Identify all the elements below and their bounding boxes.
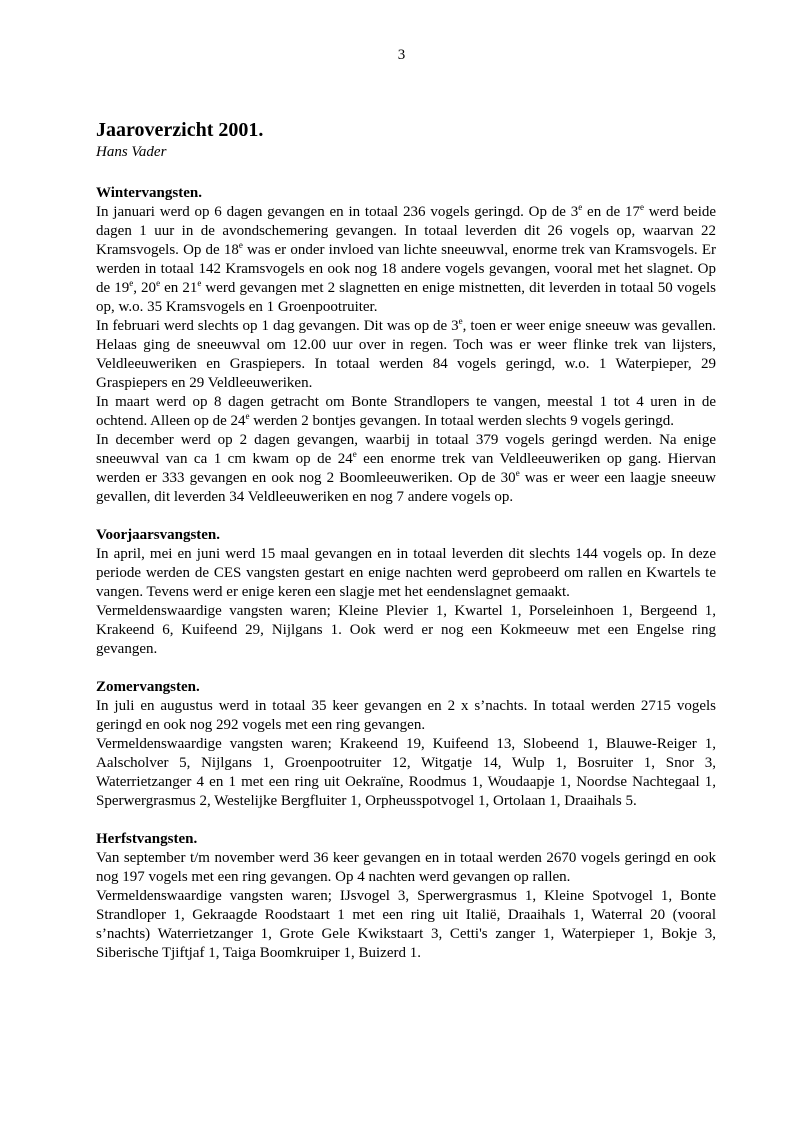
text-run: In december werd op 2 dagen gevangen, waarbij in totaal 379 vogels geringd werden. Na enige sneeuwval van ca 1 cm kwam op de 24 (96, 432, 716, 467)
text-run: Vermeldenswaardige vangsten waren; Krakeend 19, Kuifeend 13, Slobeend 1, Blauwe-Reiger 1, Aalscholver 5, Nijlgans 1, Groenpootruiter 12, Witgatje 14, Wulp 1, Bosruiter 1, Snor 3, Waterrietzanger 4 en 1 met een ring uit Oekraïne, Roodmus 1, Woudaapje 1, Noordse Nachtegaal 1, Sperwergrasmus 2, Westelijke Bergfluiter 1, Orpheusspotvogel 1, Ortolaan 1, Draaihals 5. (96, 736, 716, 809)
paragraph (96, 735, 716, 811)
ordinal-superscript: e (129, 278, 134, 288)
text-run: werd gevangen met 2 slagnetten en enige mistnetten, dit leverden in totaal 50 vogels op, w.o. 35 Kramsvogels en 1 Groenpootruiter. (96, 280, 717, 315)
ordinal-superscript: e (197, 278, 202, 288)
ordinal-superscript: e (238, 240, 243, 250)
paragraph (96, 697, 716, 735)
ordinal-superscript: e (515, 468, 520, 478)
text-run: In februari werd slechts op 1 dag gevangen. Dit was op de 3 (96, 318, 459, 334)
section (96, 526, 716, 659)
section (96, 184, 716, 507)
paragraph (96, 393, 716, 431)
text-run: Vermeldenswaardige vangsten waren; Kleine Plevier 1, Kwartel 1, Porseleinhoen 1, Bergeend 1, Krakeend 6, Kuifeend 29, Nijlgans 1. Ook werd er nog een Kokmeeuw met een Engelse ring gevangen. (96, 603, 716, 657)
paragraph (96, 203, 716, 317)
section (96, 830, 716, 963)
text-run: werden 2 bontjes gevangen. In totaal werden slechts 9 vogels geringd. (249, 413, 675, 429)
paragraph (96, 849, 716, 887)
text-run: was er onder invloed van lichte sneeuwval, enorme trek van Kramsvogels. Er werden in totaal 142 Kramsvogels en ook nog 18 andere vogels gevangen, vooral met het slagnet. Op de 19 (96, 242, 716, 296)
paragraph (96, 602, 716, 659)
text-run: werd beide dagen 1 uur in de avondschemering gevangen. In totaal leverden dit 26 vogels op, waarvan 22 Kramsvogels. Op de 18 (96, 204, 717, 258)
section-heading: Zomervangsten. (96, 679, 200, 695)
text-run: was er weer een laagje sneeuw gevallen, dit leverden 34 Veldleeuweriken en nog 7 andere vogels op. (96, 470, 716, 505)
text-run: In juli en augustus werd in totaal 35 keer gevangen en 2 x s’nachts. In totaal werden 2715 vogels geringd en ook nog 292 vogels met een ring gevangen. (96, 698, 716, 733)
text-run: , toen er weer enige sneeuw was gevallen. Helaas ging de sneeuwval om 12.00 uur over in regen. Toch was er weer flinke trek van lijsters, Veldleeuweriken en Graspiepers. In totaal werden 84 vogels geringd, w.o. 1 Waterpieper, 29 Graspiepers en 29 Veldleeuweriken. (96, 318, 716, 391)
text-run: een enorme trek van Veldleeuweriken op gang. Hiervan werden er 333 gevangen en ook nog 2 Boomleeuweriken. Op de 30 (96, 451, 716, 486)
paragraph (96, 317, 716, 393)
text-run: en 21 (160, 280, 198, 296)
ordinal-superscript: e (578, 202, 583, 212)
article (96, 118, 716, 982)
article-title: Jaaroverzicht 2001. (96, 119, 264, 141)
paragraph (96, 545, 716, 602)
ordinal-superscript: e (352, 449, 357, 459)
ordinal-superscript: e (458, 316, 463, 326)
text-run: In maart werd op 8 dagen getracht om Bonte Strandlopers te vangen, meestal 1 tot 4 uren in de ochtend. Alleen op de 24 (96, 394, 716, 429)
section-heading: Herfstvangsten. (96, 831, 198, 847)
text-run: Van september t/m november werd 36 keer gevangen en in totaal werden 2670 vogels geringd en ook nog 197 vogels met een ring gevangen. Op 4 nachten werd gevangen op rallen. (96, 850, 716, 885)
section-heading: Voorjaarsvangsten. (96, 527, 221, 543)
ordinal-superscript: e (639, 202, 644, 212)
article-author: Hans Vader (96, 144, 167, 160)
section (96, 678, 716, 811)
text-run: Vermeldenswaardige vangsten waren; IJsvogel 3, Sperwergrasmus 1, Kleine Spotvogel 1, Bonte Strandloper 1, Gekraagde Roodstaart 1 met een ring uit Italië, Draaihals 1, Waterral 20 (vooral s’nachts) Waterrietzanger 1, Grote Gele Kwikstaart 3, Cetti's zanger 1, Waterpieper 1, Bokje 3, Siberische Tjiftjaf 1, Taiga Boomkruiper 1, Buizerd 1. (96, 888, 716, 961)
sections-container (96, 184, 716, 963)
text-run: In januari werd op 6 dagen gevangen en in totaal 236 vogels geringd. Op de 3 (96, 204, 579, 220)
text-run: en de 17 (582, 204, 640, 220)
ordinal-superscript: e (156, 278, 161, 288)
section-heading: Wintervangsten. (96, 185, 202, 201)
text-run: In april, mei en juni werd 15 maal gevangen en in totaal leverden dit slechts 144 vogels op. In deze periode werden de CES vangsten gestart en enige nachten werd geprobeerd om rallen en Kwartels te vangen. Tevens werd er enige keren een slagje met het eendenslagnet gemaakt. (96, 546, 716, 600)
text-run: , 20 (133, 280, 157, 296)
paragraph (96, 431, 716, 507)
page-number: 3 (397, 47, 406, 63)
ordinal-superscript: e (245, 411, 250, 421)
paragraph (96, 887, 716, 963)
